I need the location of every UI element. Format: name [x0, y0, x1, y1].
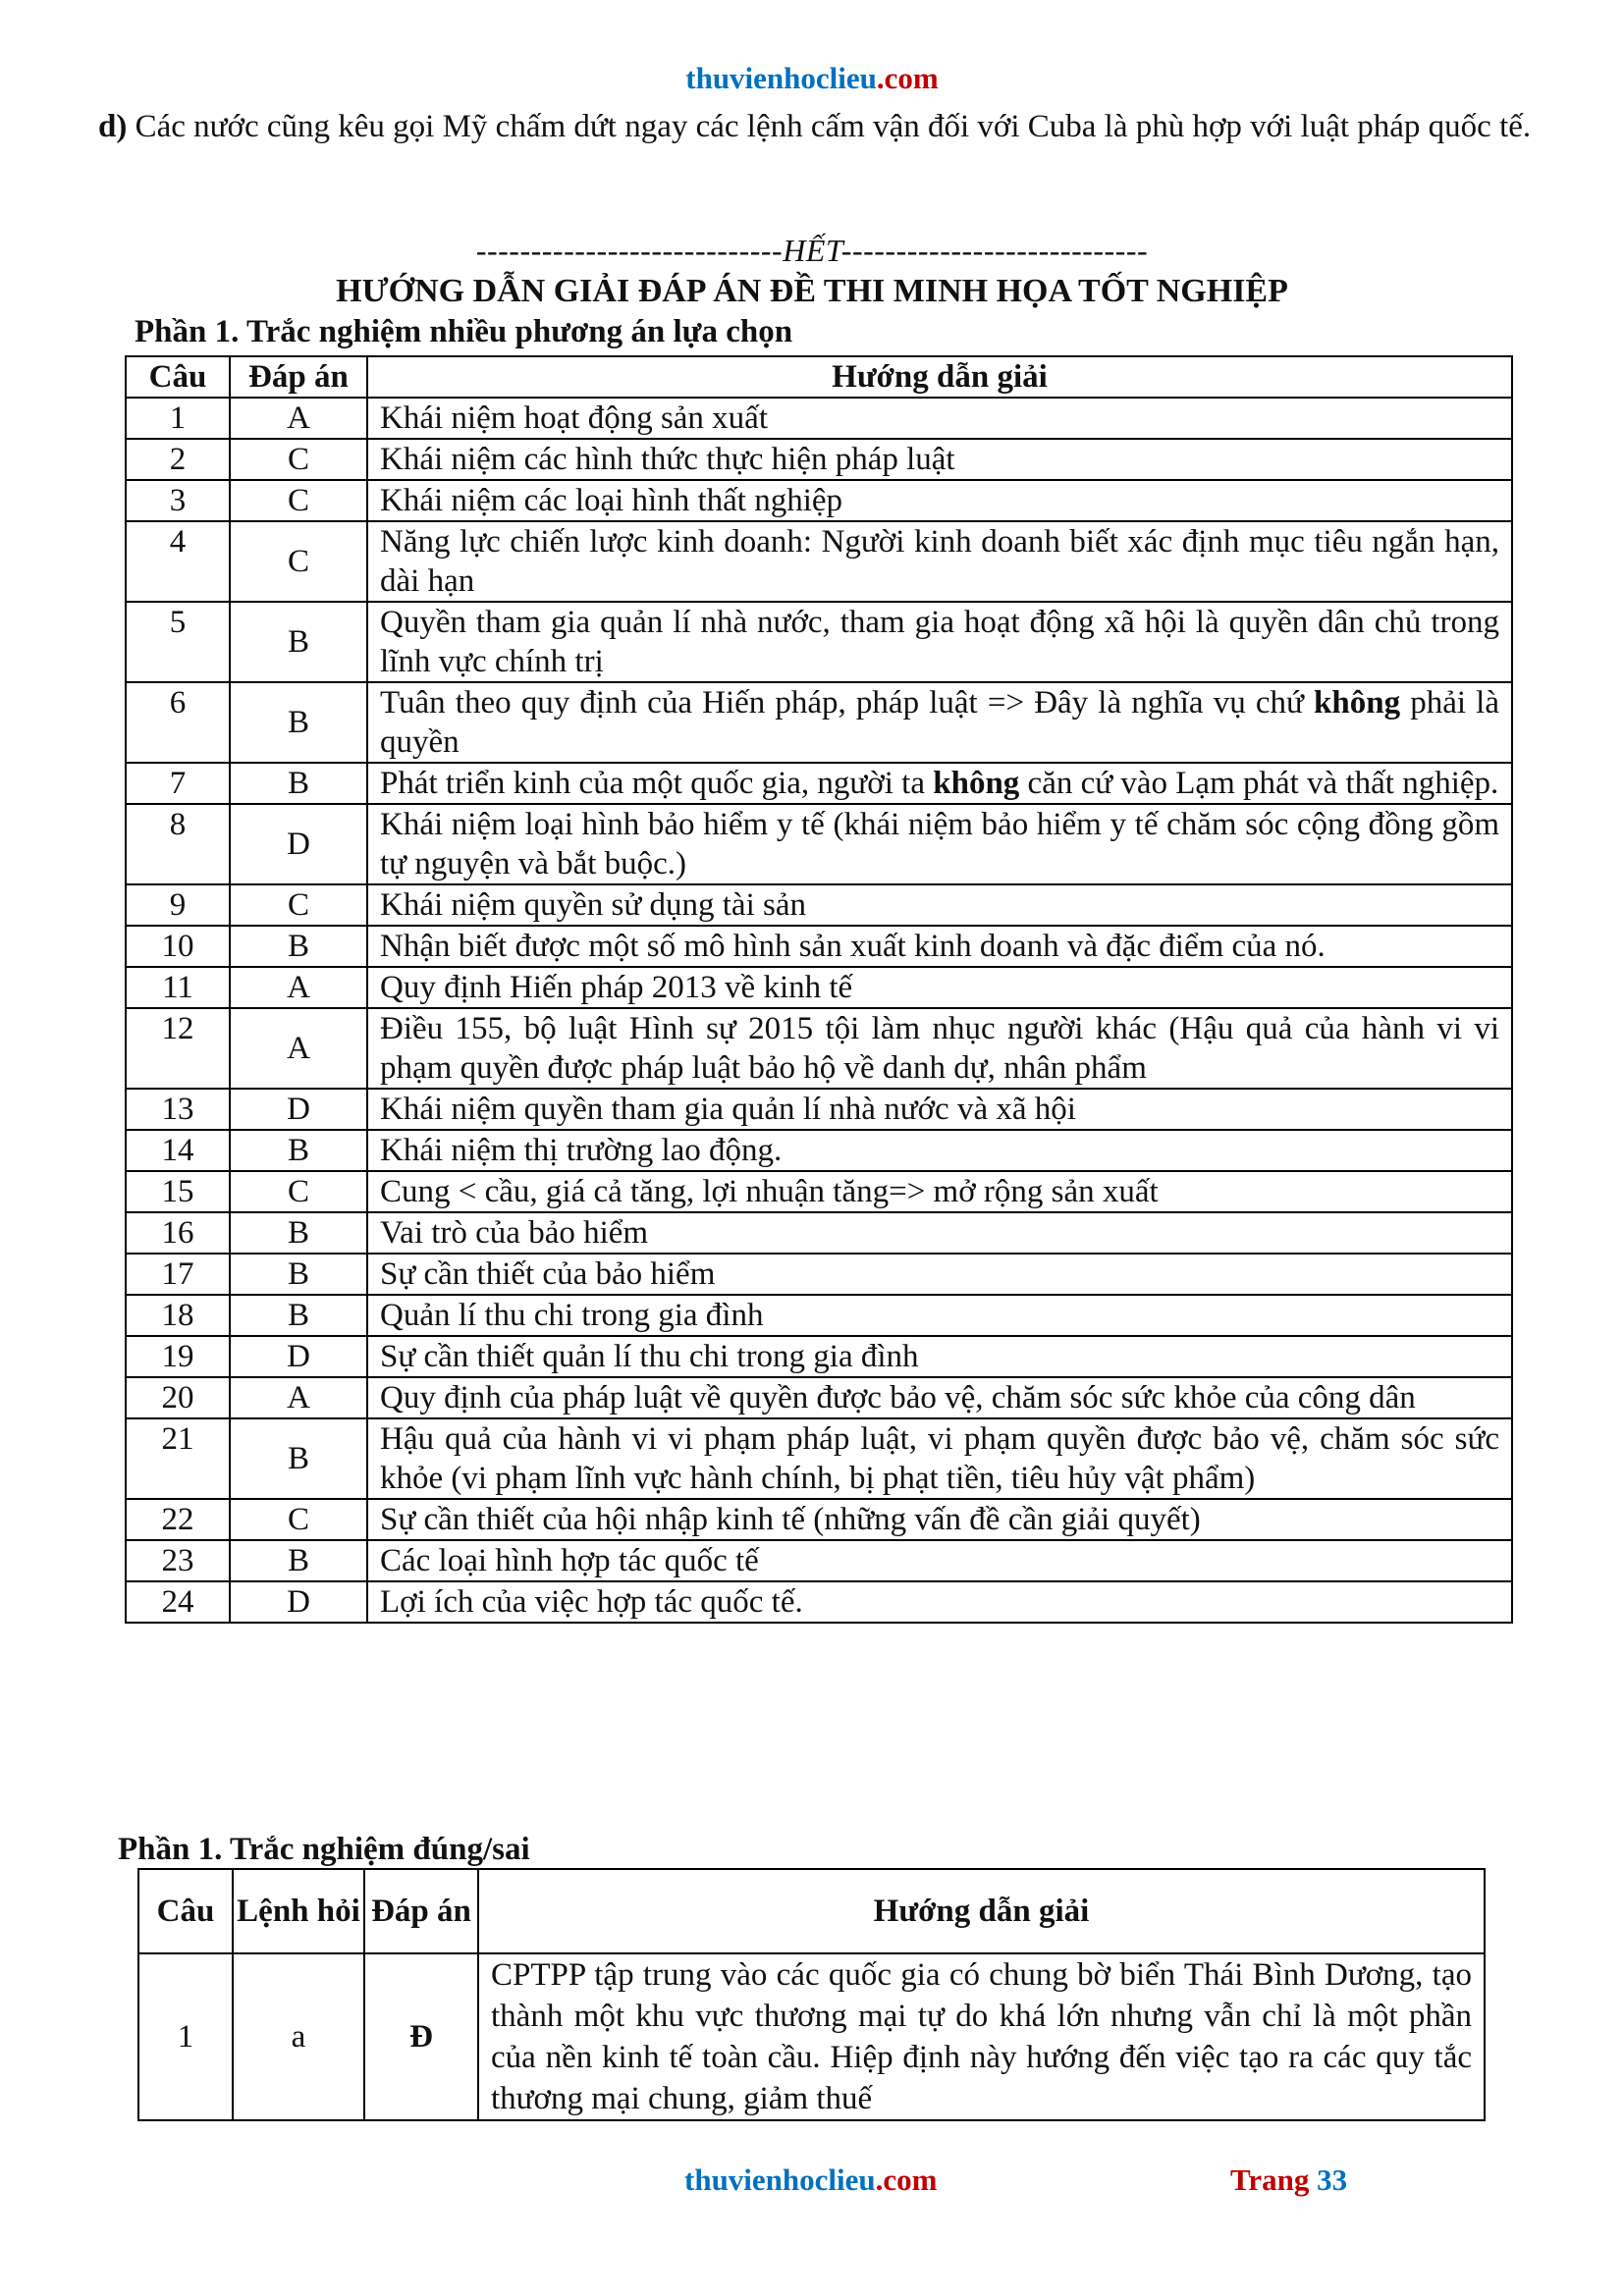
- footer-site-link[interactable]: [684, 2163, 938, 2198]
- question-number: 8: [126, 804, 230, 884]
- guide-cell: [367, 1418, 1512, 1499]
- header-site-link[interactable]: [0, 61, 1624, 96]
- guide-text: Nhận biết được một số mô hình sản xuất kinh doanh và đặc điểm của nó.: [380, 929, 1326, 964]
- question-number: 4: [126, 521, 230, 602]
- table-row: [126, 1089, 1512, 1130]
- guide-cell: CPTPP tập trung vào các quốc gia có chung bờ biển Thái Bình Dương, tạo thành một khu vực thương mại tự do khá lớn nhưng vẫn chỉ là một phần của nền kinh tế toàn cầu. Hiệp định này hướng đến việc tạo ra các quy tắc thương mại chung, giảm thuế: [478, 1953, 1485, 2120]
- table-row: [126, 398, 1512, 439]
- page-number-value: 33: [1317, 2163, 1348, 2197]
- table-row: [126, 1540, 1512, 1581]
- answer-letter: A: [230, 1377, 367, 1418]
- table-row: [126, 1008, 1512, 1089]
- table-row: [126, 602, 1512, 682]
- end-marker: ----------------------------HẾT----------------------------: [475, 233, 1149, 268]
- table-row: [126, 1130, 1512, 1171]
- guide-cell: [367, 1089, 1512, 1130]
- table-row: [126, 967, 1512, 1008]
- question-number: 9: [126, 884, 230, 926]
- question-number: 2: [126, 439, 230, 480]
- guide-text: Khái niệm thị trường lao động.: [380, 1133, 783, 1168]
- page-label: Trang: [1230, 2163, 1310, 2197]
- guide-text: Hậu quả của hành vi vi phạm pháp luật, vi phạm quyền được bảo vệ, chăm sóc sức khỏe (vi phạm lĩnh vực hành chính, bị phạt tiền, tiêu hủy vật phẩm): [380, 1421, 1499, 1496]
- document-title: HƯỚNG DẪN GIẢI ĐÁP ÁN ĐỀ THI MINH HỌA TỐT NGHIỆP: [336, 273, 1288, 309]
- guide-cell: [367, 967, 1512, 1008]
- guide-cell: [367, 1171, 1512, 1212]
- guide-text: phải là quyền: [380, 685, 1499, 760]
- answer-letter: D: [230, 804, 367, 884]
- question-number: 18: [126, 1295, 230, 1336]
- guide-cell: [367, 763, 1512, 804]
- question-number: 14: [126, 1130, 230, 1171]
- header-site-name: thuvienhoclieu: [685, 61, 877, 95]
- answer-letter: B: [230, 602, 367, 682]
- guide-text: Phát triển kinh của một quốc gia, người ta: [380, 766, 934, 801]
- question-number: 13: [126, 1089, 230, 1130]
- guide-cell: [367, 1377, 1512, 1418]
- guide-text: Sự cần thiết của hội nhập kinh tế (những vấn đề cần giải quyết): [380, 1502, 1201, 1537]
- header-site-tld: .com: [876, 61, 939, 95]
- question-number: 16: [126, 1212, 230, 1254]
- answer-letter: C: [230, 439, 367, 480]
- intro-label: d): [98, 109, 128, 144]
- answer-letter: B: [230, 1418, 367, 1499]
- answer-letter: D: [230, 1581, 367, 1623]
- guide-text: Quy định của pháp luật về quyền được bảo vệ, chăm sóc sức khỏe của công dân: [380, 1380, 1416, 1415]
- table-row: [126, 480, 1512, 521]
- section2-heading: Phần 1. Trắc nghiệm đúng/sai: [118, 1832, 530, 1867]
- table-row: [126, 1581, 1512, 1623]
- question-number: 17: [126, 1254, 230, 1295]
- section1-heading: Phần 1. Trắc nghiệm nhiều phương án lựa chọn: [135, 314, 793, 349]
- guide-text: Năng lực chiến lược kinh doanh: Người kinh doanh biết xác định mục tiêu ngắn hạn, dài hạn: [380, 524, 1499, 599]
- col-header-answer: Đáp án: [230, 356, 367, 398]
- guide-cell: [367, 1581, 1512, 1623]
- question-number: 21: [126, 1418, 230, 1499]
- question-number: 1: [138, 1953, 233, 2120]
- table-row: [126, 1295, 1512, 1336]
- guide-cell: [367, 1008, 1512, 1089]
- question-number: 7: [126, 763, 230, 804]
- answer-letter: C: [230, 884, 367, 926]
- guide-cell: [367, 1212, 1512, 1254]
- footer-site-tld: .com: [875, 2163, 938, 2197]
- answer-letter: D: [230, 1336, 367, 1377]
- answer-letter: A: [230, 398, 367, 439]
- guide-text: Khái niệm các hình thức thực hiện pháp luật: [380, 442, 955, 477]
- answer-letter: B: [230, 682, 367, 763]
- answer-letter: A: [230, 967, 367, 1008]
- guide-text: Vai trò của bảo hiểm: [380, 1215, 649, 1251]
- guide-cell: [367, 884, 1512, 926]
- table-row: [126, 1336, 1512, 1377]
- question-number: 1: [126, 398, 230, 439]
- question-number: 15: [126, 1171, 230, 1212]
- question-number: 12: [126, 1008, 230, 1089]
- answer-letter: C: [230, 1499, 367, 1540]
- col-header-command: Lệnh hỏi: [233, 1869, 364, 1953]
- table-row: [126, 926, 1512, 967]
- guide-text: Lợi ích của việc hợp tác quốc tế.: [380, 1584, 803, 1620]
- question-number: 20: [126, 1377, 230, 1418]
- question-number: 10: [126, 926, 230, 967]
- col-header-guide: Hướng dẫn giải: [478, 1869, 1485, 1953]
- table-row: [126, 1254, 1512, 1295]
- guide-cell: [367, 1130, 1512, 1171]
- guide-text: Khái niệm loại hình bảo hiểm y tế (khái niệm bảo hiểm y tế chăm sóc cộng đồng gồm tự nguyện và bắt buộc.): [380, 807, 1499, 881]
- guide-text: Các loại hình hợp tác quốc tế: [380, 1543, 759, 1578]
- guide-text: Sự cần thiết của bảo hiểm: [380, 1256, 716, 1292]
- answer-letter: A: [230, 1008, 367, 1089]
- table-row: [126, 804, 1512, 884]
- table-row: [126, 884, 1512, 926]
- table-header-row: [126, 356, 1512, 398]
- guide-text: Điều 155, bộ luật Hình sự 2015 tội làm nhục người khác (Hậu quả của hành vi vi phạm quyền được pháp luật bảo hộ về danh dự, nhân phẩm: [380, 1011, 1499, 1086]
- answer-letter: C: [230, 1171, 367, 1212]
- question-number: 3: [126, 480, 230, 521]
- guide-cell: [367, 398, 1512, 439]
- question-number: 24: [126, 1581, 230, 1623]
- guide-text: Sự cần thiết quản lí thu chi trong gia đình: [380, 1339, 919, 1374]
- answer-letter: C: [230, 521, 367, 602]
- col-header-guide: Hướng dẫn giải: [367, 356, 1512, 398]
- question-number: 23: [126, 1540, 230, 1581]
- answer-letter: C: [230, 480, 367, 521]
- guide-text: Cung < cầu, giá cả tăng, lợi nhuận tăng=> mở rộng sản xuất: [380, 1174, 1159, 1209]
- answer-mark: Đ: [364, 1953, 478, 2120]
- intro-text: Các nước cũng kêu gọi Mỹ chấm dứt ngay các lệnh cấm vận đối với Cuba là phù hợp với luật pháp quốc tế.: [127, 109, 1532, 144]
- guide-text: Tuân theo quy định của Hiến pháp, pháp luật => Đây là nghĩa vụ chứ: [380, 685, 1315, 721]
- answer-table-true-false: [137, 1868, 1486, 2121]
- guide-text: Khái niệm quyền tham gia quản lí nhà nước và xã hội: [380, 1092, 1076, 1127]
- command-letter: a: [233, 1953, 364, 2120]
- col-header-answer: Đáp án: [364, 1869, 478, 1953]
- guide-text: Khái niệm hoạt động sản xuất: [380, 400, 769, 436]
- table-row: [126, 521, 1512, 602]
- footer-site-name: thuvienhoclieu: [684, 2163, 876, 2197]
- guide-text: Khái niệm các loại hình thất nghiệp: [380, 483, 843, 518]
- guide-cell: [367, 521, 1512, 602]
- col-header-question: Câu: [138, 1869, 233, 1953]
- answer-letter: B: [230, 1254, 367, 1295]
- answer-letter: B: [230, 1130, 367, 1171]
- guide-cell: [367, 1254, 1512, 1295]
- guide-cell: [367, 1499, 1512, 1540]
- answer-letter: D: [230, 1089, 367, 1130]
- table-row: [126, 1499, 1512, 1540]
- guide-cell: [367, 926, 1512, 967]
- col-header-question: Câu: [126, 356, 230, 398]
- guide-cell: [367, 602, 1512, 682]
- table-row: [126, 439, 1512, 480]
- guide-cell: [367, 804, 1512, 884]
- question-number: 11: [126, 967, 230, 1008]
- table-row: [126, 1171, 1512, 1212]
- intro-paragraph: [98, 103, 1535, 150]
- guide-text: Quản lí thu chi trong gia đình: [380, 1298, 764, 1333]
- answer-letter: B: [230, 1212, 367, 1254]
- answer-letter: B: [230, 1540, 367, 1581]
- guide-cell: [367, 1540, 1512, 1581]
- answer-letter: B: [230, 763, 367, 804]
- answer-table-multiple-choice: [125, 355, 1513, 1624]
- page-number: [1230, 2163, 1347, 2198]
- guide-cell: [367, 1336, 1512, 1377]
- table-header-row: [138, 1869, 1485, 1953]
- guide-emphasis: không: [933, 766, 1020, 801]
- guide-text: Khái niệm quyền sử dụng tài sản: [380, 887, 806, 923]
- guide-cell: [367, 1295, 1512, 1336]
- guide-text: Quyền tham gia quản lí nhà nước, tham gia hoạt động xã hội là quyền dân chủ trong lĩnh vực chính trị: [380, 605, 1499, 679]
- guide-text: căn cứ vào Lạm phát và thất nghiệp.: [1019, 766, 1499, 801]
- guide-cell: [367, 682, 1512, 763]
- guide-text: Quy định Hiến pháp 2013 về kinh tế: [380, 970, 853, 1005]
- table-row: [126, 1418, 1512, 1499]
- guide-cell: [367, 480, 1512, 521]
- table-row: [126, 763, 1512, 804]
- answer-letter: B: [230, 1295, 367, 1336]
- table-row: [126, 1377, 1512, 1418]
- table-row: [126, 1212, 1512, 1254]
- guide-cell: [367, 439, 1512, 480]
- question-number: 22: [126, 1499, 230, 1540]
- question-number: 6: [126, 682, 230, 763]
- guide-emphasis: không: [1314, 685, 1401, 721]
- answer-letter: B: [230, 926, 367, 967]
- table-row: [138, 1953, 1485, 2120]
- question-number: 5: [126, 602, 230, 682]
- table-row: [126, 682, 1512, 763]
- question-number: 19: [126, 1336, 230, 1377]
